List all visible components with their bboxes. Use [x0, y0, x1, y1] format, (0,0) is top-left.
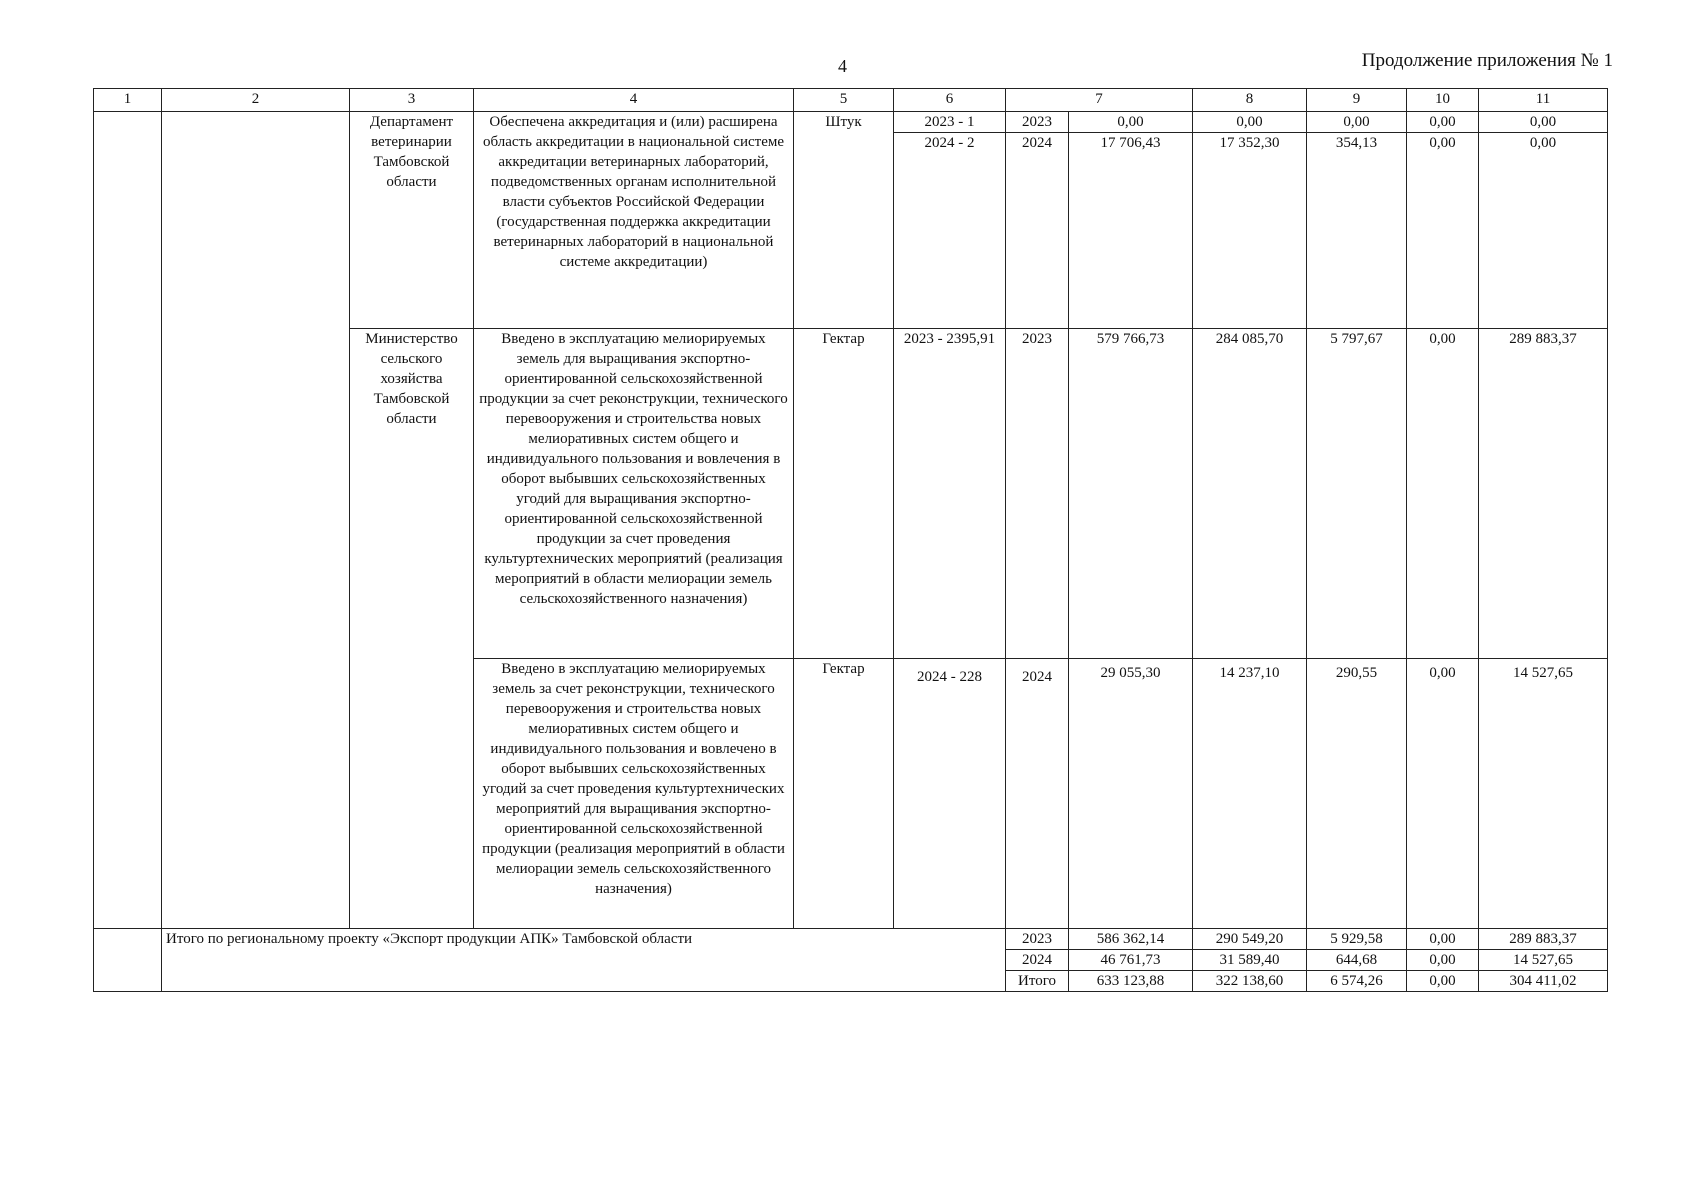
value-cell: 284 085,70: [1193, 329, 1307, 659]
col-header: 3: [350, 89, 474, 112]
col-header: 4: [474, 89, 794, 112]
value-cell: 289 883,37: [1479, 329, 1608, 659]
value-cell: 0,00: [1407, 112, 1479, 133]
year-cell: 2023: [1006, 112, 1069, 133]
value-cell: 0,00: [1407, 659, 1479, 929]
year-cell: 2023: [1006, 329, 1069, 659]
value-cell: 0,00: [1407, 950, 1479, 971]
value-cell: 0,00: [1407, 971, 1479, 992]
value-cell: 46 761,73: [1069, 950, 1193, 971]
cell-empty: [94, 112, 162, 929]
value-cell: 14 527,65: [1479, 659, 1608, 929]
value-cell: 5 929,58: [1307, 929, 1407, 950]
target-cell: 2023 - 2395,91: [894, 329, 1006, 659]
cell-empty: [162, 112, 350, 929]
value-cell: 0,00: [1407, 133, 1479, 329]
year-cell: 2024: [1006, 950, 1069, 971]
value-cell: 0,00: [1407, 329, 1479, 659]
year-cell: 2024: [1006, 659, 1069, 929]
unit-cell: Гектар: [794, 329, 894, 659]
value-cell: 0,00: [1479, 133, 1608, 329]
cell-empty: [94, 929, 162, 992]
value-cell: 29 055,30: [1069, 659, 1193, 929]
target-cell: 2024 - 228: [894, 659, 1006, 929]
unit-cell: Штук: [794, 112, 894, 329]
value-cell: 290 549,20: [1193, 929, 1307, 950]
table-row: [94, 112, 1608, 133]
value-cell: 0,00: [1407, 929, 1479, 950]
value-cell: 322 138,60: [1193, 971, 1307, 992]
value-cell: 633 123,88: [1069, 971, 1193, 992]
org-cell: Департамент ветеринарии Тамбовской области: [350, 112, 474, 329]
value-cell: 289 883,37: [1479, 929, 1608, 950]
year-cell: 2023: [1006, 929, 1069, 950]
page-number: 4: [838, 56, 847, 76]
value-cell: 354,13: [1307, 133, 1407, 329]
col-header: 8: [1193, 89, 1307, 112]
target-cell: 2023 - 1: [894, 112, 1006, 133]
value-cell: 14 237,10: [1193, 659, 1307, 929]
description-cell: Обеспечена аккредитация и (или) расширена область аккредитации в национальной системе аккредитации ветеринарных лабораторий, подведомственных органам исполнительной власти субъектов Российской Федерации (государственная поддержка аккредитации ветеринарных лабораторий в национальной системе аккредитации): [474, 112, 794, 329]
value-cell: 644,68: [1307, 950, 1407, 971]
financing-table: [93, 88, 1608, 992]
header-row: [94, 89, 1608, 112]
description-cell: Введено в эксплуатацию мелиорируемых земель для выращивания экспортно-ориентированной сельскохозяйственной продукции за счет реконструкции, технического перевооружения и строительства новых мелиоративных систем общего и индивидуального пользования и вовлечения в оборот выбывших сельскохозяйственных угодий для выращивания экспортно-ориентированной сельскохозяйственной продукции за счет проведения культуртехнических мероприятий (реализация мероприятий в области мелиорации земель сельскохозяйственного назначения): [474, 329, 794, 659]
description-cell: Введено в эксплуатацию мелиорируемых земель за счет реконструкции, технического перевооружения и строительства новых мелиоративных систем общего и индивидуального пользования и вовлечено в оборот выбывших сельскохозяйственных угодий за счет проведения культуртехнических мероприятий для выращивания экспортно-ориентированной сельскохозяйственной продукции (реализация мероприятий в области мелиорации земель сельскохозяйственного назначения): [474, 659, 794, 929]
value-cell: 17 352,30: [1193, 133, 1307, 329]
value-cell: 6 574,26: [1307, 971, 1407, 992]
year-cell: 2024: [1006, 133, 1069, 329]
value-cell: 5 797,67: [1307, 329, 1407, 659]
target-cell: 2024 - 2: [894, 133, 1006, 329]
org-cell: Министерство сельского хозяйства Тамбовской области: [350, 329, 474, 929]
value-cell: 304 411,02: [1479, 971, 1608, 992]
total-label: Итого по региональному проекту «Экспорт продукции АПК» Тамбовской области: [162, 929, 1006, 992]
value-cell: 31 589,40: [1193, 950, 1307, 971]
col-header: 9: [1307, 89, 1407, 112]
col-header: 7: [1006, 89, 1193, 112]
value-cell: 290,55: [1307, 659, 1407, 929]
total-row: [94, 929, 1608, 950]
unit-cell: Гектар: [794, 659, 894, 929]
value-cell: 14 527,65: [1479, 950, 1608, 971]
col-header: 6: [894, 89, 1006, 112]
continuation-label: Продолжение приложения № 1: [1361, 50, 1613, 71]
col-header: 10: [1407, 89, 1479, 112]
col-header: 5: [794, 89, 894, 112]
value-cell: 0,00: [1069, 112, 1193, 133]
value-cell: 579 766,73: [1069, 329, 1193, 659]
value-cell: 0,00: [1307, 112, 1407, 133]
value-cell: 0,00: [1193, 112, 1307, 133]
col-header: 2: [162, 89, 350, 112]
col-header: 11: [1479, 89, 1608, 112]
value-cell: 17 706,43: [1069, 133, 1193, 329]
value-cell: 0,00: [1479, 112, 1608, 133]
col-header: 1: [94, 89, 162, 112]
year-cell: Итого: [1006, 971, 1069, 992]
value-cell: 586 362,14: [1069, 929, 1193, 950]
